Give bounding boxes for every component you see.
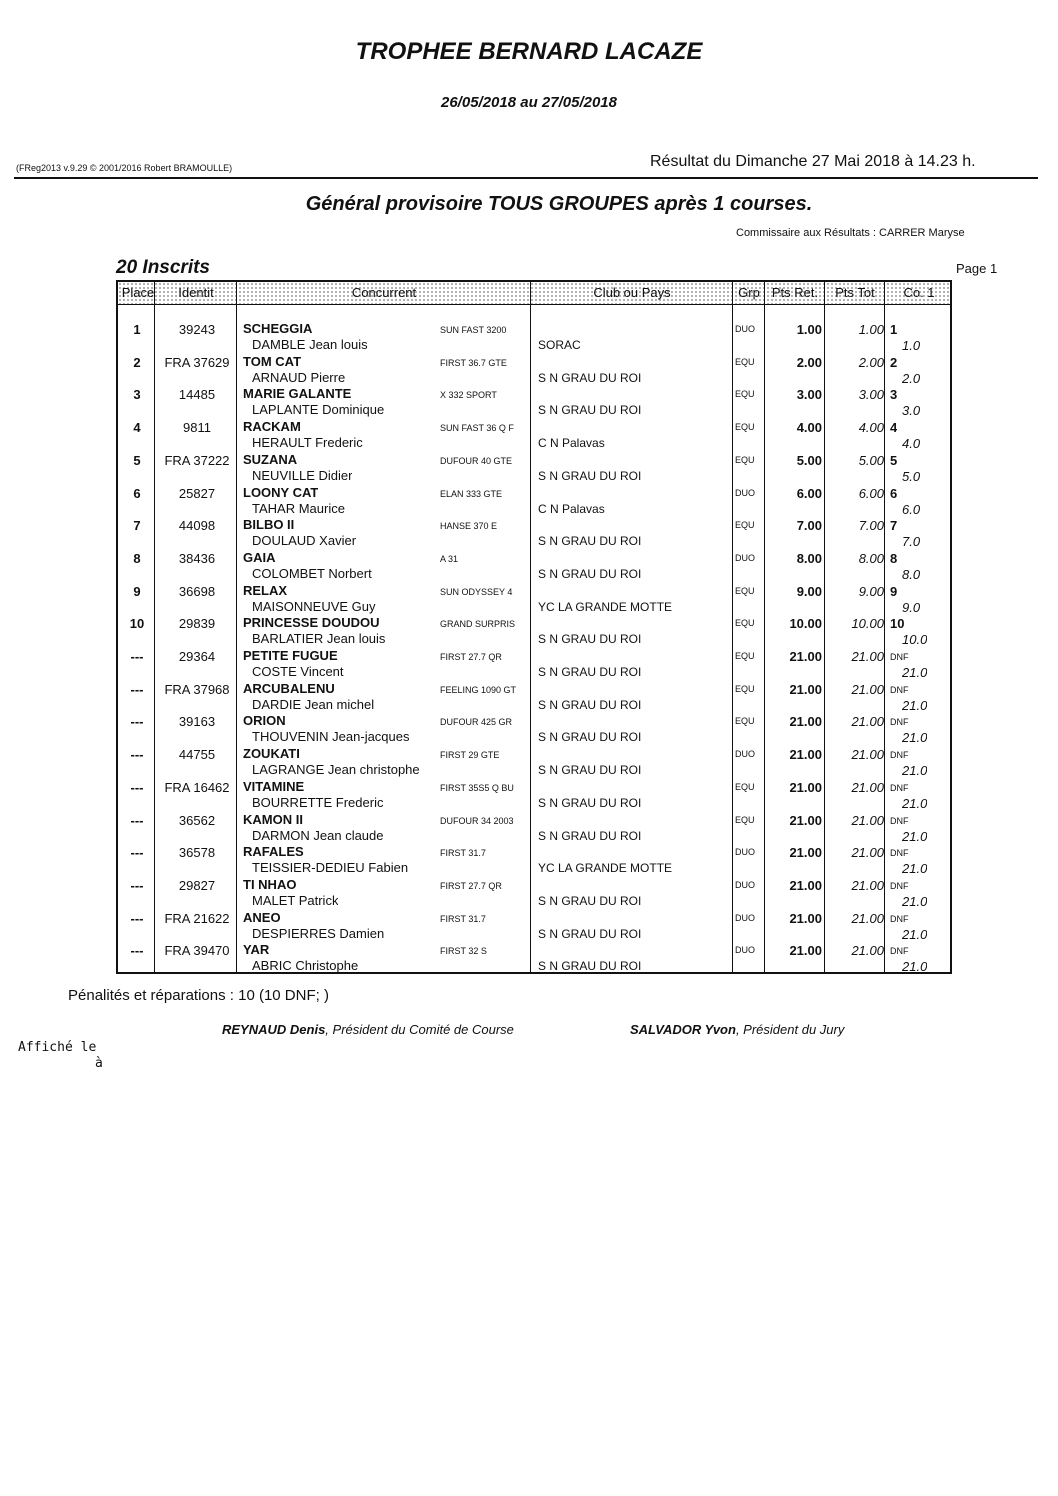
row-group: DUO	[735, 749, 755, 760]
row-skipper: TAHAR Maurice	[252, 500, 345, 516]
posted-time-label: à	[95, 1056, 103, 1071]
row-boat-name: RAFALES	[243, 844, 304, 860]
row-boat-name: TI NHAO	[243, 876, 297, 892]
row-race-points: 1.0	[902, 338, 921, 353]
row-club: S N GRAU DU ROI	[538, 697, 642, 712]
row-pts-ret: 9.00	[796, 583, 822, 599]
row-ident: 36578	[178, 845, 216, 861]
row-club: S N GRAU DU ROI	[538, 730, 642, 745]
jury-president-role: , Président du Jury	[735, 1022, 845, 1037]
row-group: EQU	[735, 651, 755, 661]
table-row	[118, 449, 954, 482]
table-row	[118, 874, 954, 907]
row-place: ---	[130, 714, 144, 730]
row-skipper: ARNAUD Pierre	[252, 369, 346, 385]
row-skipper: MAISONNEUVE Guy	[252, 598, 376, 614]
row-ident: FRA 37629	[164, 354, 230, 370]
row-place: 6	[133, 485, 141, 501]
row-boat-model: SUN FAST 36 Q F	[440, 423, 514, 434]
row-group: EQU	[735, 454, 755, 465]
row-club: YC LA GRANDE MOTTE	[538, 861, 673, 876]
row-place: 3	[133, 387, 141, 403]
row-race-rank: 7	[890, 518, 898, 534]
row-group: DUO	[735, 552, 755, 563]
row-place: 7	[133, 518, 141, 534]
row-group: DUO	[735, 945, 755, 956]
table-row	[118, 776, 954, 809]
row-race-points: 21.0	[902, 861, 928, 877]
row-ident: 29364	[178, 649, 216, 664]
row-race-rank: DNF	[890, 815, 909, 826]
row-pts-tot: 21.00	[851, 681, 884, 697]
row-group: DUO	[735, 487, 755, 498]
row-place: ---	[130, 845, 144, 861]
penalties-summary: Pénalités et réparations : 10 (10 DNF; )	[68, 987, 329, 1004]
table-row	[118, 939, 954, 975]
row-skipper: BOURRETTE Frederic	[252, 794, 384, 810]
col-pts-tot-header: Pts Tot	[835, 285, 875, 300]
row-club: S N GRAU DU ROI	[538, 370, 642, 385]
row-boat-model: FIRST 36.7 GTE	[440, 357, 507, 368]
row-skipper: COLOMBET Norbert	[252, 565, 372, 581]
row-skipper: BARLATIER Jean louis	[252, 631, 386, 647]
row-boat-name: GAIA	[243, 549, 276, 565]
row-pts-tot: 21.00	[851, 943, 884, 959]
row-pts-ret: 21.00	[789, 910, 822, 926]
table-row	[118, 645, 954, 678]
row-race-points: 9.0	[902, 599, 921, 615]
row-race-rank: DNF	[890, 717, 909, 728]
row-group: EQU	[735, 618, 755, 629]
posted-date-label: Affiché le	[18, 1040, 97, 1055]
row-race-points: 21.0	[902, 730, 928, 746]
row-boat-name: PETITE FUGUE	[243, 648, 338, 663]
header-divider	[14, 177, 1038, 179]
row-group: EQU	[735, 520, 755, 531]
row-pts-ret: 21.00	[789, 845, 822, 861]
row-place: 9	[133, 583, 141, 599]
row-race-points: 10.0	[902, 632, 928, 648]
row-race-points: 21.0	[902, 828, 928, 844]
row-group: EQU	[735, 585, 755, 596]
row-skipper: TEISSIER-DEDIEU Fabien	[252, 860, 409, 876]
row-boat-name: RACKAM	[243, 419, 301, 435]
row-ident: 39243	[178, 322, 216, 337]
jury-signature	[630, 1022, 844, 1037]
row-pts-ret: 21.00	[789, 943, 822, 959]
table-row	[118, 710, 954, 746]
row-boat-model: FIRST 31.7	[440, 848, 486, 859]
row-pts-ret: 2.00	[796, 354, 822, 370]
row-pts-ret: 21.00	[789, 812, 822, 828]
row-pts-tot: 21.00	[851, 812, 884, 828]
table-row	[118, 612, 954, 648]
row-race-rank: DNF	[890, 782, 909, 793]
row-race-points: 21.0	[902, 795, 928, 811]
row-boat-name: ANEO	[243, 909, 281, 925]
row-boat-model: FIRST 27.7 QR	[440, 880, 502, 891]
row-skipper: DAMBLE Jean louis	[252, 337, 368, 352]
row-place: ---	[130, 681, 144, 697]
row-group: EQU	[735, 716, 755, 727]
row-pts-ret: 21.00	[789, 779, 822, 795]
row-pts-tot: 8.00	[858, 550, 884, 566]
row-place: ---	[130, 649, 144, 664]
table-row	[118, 318, 954, 351]
row-race-rank: DNF	[890, 684, 909, 695]
row-race-points: 4.0	[902, 436, 921, 452]
row-pts-ret: 6.00	[796, 485, 822, 501]
row-club: S N GRAU DU ROI	[538, 403, 642, 418]
row-race-points: 21.0	[902, 959, 928, 975]
row-group: DUO	[735, 879, 755, 890]
row-race-rank: 3	[890, 387, 898, 403]
row-pts-tot: 21.00	[851, 649, 884, 664]
row-boat-name: SUZANA	[243, 451, 298, 467]
row-club: S N GRAU DU ROI	[538, 828, 642, 843]
row-club: S N GRAU DU ROI	[538, 959, 642, 974]
committee-president-name: REYNAUD Denis	[222, 1022, 326, 1037]
row-group: EQU	[735, 814, 755, 825]
row-race-rank: DNF	[890, 880, 909, 891]
row-pts-ret: 3.00	[796, 387, 822, 403]
row-race-rank: 10	[890, 616, 905, 632]
row-pts-ret: 5.00	[796, 452, 822, 468]
row-place: 8	[133, 550, 141, 566]
row-pts-ret: 21.00	[789, 747, 822, 763]
result-timestamp: Résultat du Dimanche 27 Mai 2018 à 14.23 h.	[650, 153, 976, 170]
row-race-points: 6.0	[902, 501, 921, 517]
jury-president-name: SALVADOR Yvon	[630, 1022, 736, 1037]
row-ident: FRA 37968	[164, 681, 230, 697]
table-row	[118, 416, 954, 452]
row-place: 1	[133, 322, 141, 337]
row-race-rank: 9	[890, 583, 898, 599]
row-club: YC LA GRANDE MOTTE	[538, 599, 673, 614]
row-place: ---	[130, 779, 144, 795]
row-race-rank: 2	[890, 354, 898, 370]
row-race-points: 3.0	[902, 403, 921, 419]
row-skipper: DARMON Jean claude	[252, 827, 384, 843]
row-pts-ret: 10.00	[789, 616, 822, 632]
row-boat-model: DUFOUR 40 GTE	[440, 455, 513, 466]
row-group: EQU	[735, 781, 755, 792]
row-place: ---	[130, 877, 144, 893]
row-pts-tot: 5.00	[858, 452, 884, 468]
row-boat-model: A 31	[440, 553, 459, 564]
row-boat-name: ORION	[243, 713, 286, 729]
row-club: S N GRAU DU ROI	[538, 632, 642, 647]
row-ident: 39163	[178, 714, 216, 730]
race-committee-signature	[222, 1022, 514, 1037]
row-boat-model: FIRST 29 GTE	[440, 750, 500, 761]
row-race-rank: 5	[890, 452, 898, 468]
row-skipper: DARDIE Jean michel	[252, 696, 375, 712]
row-skipper: COSTE Vincent	[252, 664, 344, 679]
row-group: EQU	[735, 356, 755, 367]
row-pts-tot: 3.00	[858, 387, 884, 403]
row-boat-model: GRAND SURPRIS	[440, 619, 516, 630]
row-boat-name: ARCUBALENU	[243, 680, 335, 696]
table-row	[118, 743, 954, 779]
row-race-points: 5.0	[902, 468, 921, 484]
row-place: ---	[130, 747, 144, 763]
row-boat-model: HANSE 370 E	[440, 521, 498, 532]
row-pts-tot: 21.00	[851, 910, 884, 926]
row-race-points: 21.0	[902, 763, 928, 779]
committee-president-role: , Président du Comité de Course	[325, 1022, 514, 1037]
row-skipper: HERAULT Frederic	[252, 435, 363, 451]
row-boat-model: FIRST 35S5 Q BU	[440, 782, 514, 793]
row-boat-name: LOONY CAT	[243, 484, 319, 500]
row-skipper: NEUVILLE Didier	[252, 467, 353, 483]
row-race-points: 21.0	[902, 665, 928, 680]
row-pts-tot: 6.00	[858, 485, 884, 501]
row-pts-tot: 2.00	[858, 354, 884, 370]
row-boat-model: FIRST 31.7	[440, 913, 486, 924]
row-boat-model: FIRST 32 S	[440, 946, 487, 957]
row-place: ---	[130, 910, 144, 926]
row-boat-name: VITAMINE	[243, 778, 305, 794]
event-dates: 26/05/2018 au 27/05/2018	[441, 94, 617, 111]
row-pts-tot: 10.00	[851, 616, 884, 632]
row-ident: 9811	[183, 420, 211, 436]
table-header	[118, 282, 950, 305]
row-race-points: 7.0	[902, 534, 921, 550]
row-pts-ret: 21.00	[789, 649, 822, 664]
row-ident: FRA 37222	[164, 452, 230, 468]
row-place: ---	[130, 943, 144, 959]
row-race-rank: DNF	[890, 946, 909, 957]
row-ident: 36698	[178, 583, 216, 599]
row-race-rank: 6	[890, 485, 898, 501]
ranking-subtitle: Général provisoire TOUS GROUPES après 1 courses.	[305, 193, 813, 215]
row-pts-ret: 8.00	[796, 550, 822, 566]
col-ident-header: Identit	[178, 285, 214, 300]
row-club: SORAC	[538, 338, 581, 352]
row-ident: FRA 39470	[164, 943, 230, 959]
row-pts-tot: 21.00	[851, 747, 884, 763]
row-boat-name: RELAX	[243, 582, 288, 598]
row-race-rank: 1	[890, 322, 898, 337]
row-pts-tot: 7.00	[858, 518, 884, 534]
row-ident: 14485	[178, 387, 216, 403]
row-club: C N Palavas	[538, 501, 605, 516]
row-ident: 36562	[178, 812, 216, 828]
col-grp-header: Grp	[738, 285, 760, 300]
row-skipper: LAGRANGE Jean christophe	[252, 762, 420, 778]
row-pts-tot: 21.00	[851, 877, 884, 893]
table-row	[118, 351, 954, 384]
row-pts-ret: 21.00	[789, 681, 822, 697]
row-boat-name: SCHEGGIA	[243, 321, 313, 336]
table-row	[118, 809, 954, 842]
row-pts-tot: 21.00	[851, 779, 884, 795]
row-boat-name: MARIE GALANTE	[243, 386, 352, 402]
row-ident: FRA 21622	[164, 910, 230, 926]
row-boat-model: FEELING 1090 GT	[440, 684, 517, 695]
row-ident: 29839	[178, 616, 216, 632]
row-skipper: LAPLANTE Dominique	[252, 402, 385, 418]
row-ident: 25827	[178, 485, 216, 501]
table-row	[118, 907, 954, 940]
row-ident: FRA 16462	[164, 779, 230, 795]
row-race-rank: 8	[890, 550, 898, 566]
row-group: EQU	[735, 389, 755, 400]
row-pts-ret: 21.00	[789, 877, 822, 893]
row-place: 2	[133, 354, 141, 370]
row-place: 10	[129, 616, 145, 632]
row-race-points: 2.0	[902, 370, 921, 386]
row-club: S N GRAU DU ROI	[538, 926, 642, 941]
col-co1-header: Co. 1	[903, 285, 935, 300]
row-boat-model: ELAN 333 GTE	[440, 488, 503, 499]
row-boat-model: SUN ODYSSEY 4	[440, 586, 513, 597]
row-place: 5	[133, 452, 141, 468]
row-boat-name: YAR	[243, 942, 270, 958]
row-club: C N Palavas	[538, 436, 605, 451]
row-boat-name: TOM CAT	[243, 353, 302, 369]
row-boat-name: PRINCESSE DOUDOU	[243, 615, 380, 631]
row-race-rank: DNF	[890, 913, 909, 924]
row-skipper: DOULAUD Xavier	[252, 533, 357, 549]
col-place-header: Place	[121, 285, 155, 300]
page-number: Page 1	[956, 261, 998, 276]
software-credit: (FReg2013 v.9.29 © 2001/2016 Robert BRAMOULLE)	[16, 163, 233, 173]
row-pts-tot: 21.00	[851, 714, 884, 730]
row-race-rank: 4	[890, 420, 898, 436]
row-race-points: 21.0	[902, 926, 928, 942]
row-group: EQU	[735, 683, 755, 694]
col-pts-ret-header: Pts Ret.	[771, 285, 819, 300]
table-row	[118, 580, 954, 613]
col-club-header: Club ou Pays	[593, 285, 671, 300]
row-pts-tot: 9.00	[858, 583, 884, 599]
row-boat-model: X 332 SPORT	[440, 390, 497, 401]
row-boat-name: BILBO II	[243, 517, 295, 533]
commissaire-line: Commissaire aux Résultats : CARRER Maryse	[736, 227, 965, 239]
row-boat-name: KAMON II	[243, 811, 303, 827]
row-club: S N GRAU DU ROI	[538, 665, 642, 679]
row-race-points: 8.0	[902, 566, 921, 582]
table-row	[118, 678, 954, 711]
row-skipper: ABRIC Christophe	[252, 958, 359, 974]
row-pts-ret: 7.00	[796, 518, 822, 534]
row-group: EQU	[735, 422, 755, 433]
row-ident: 44098	[178, 518, 216, 534]
row-race-rank: DNF	[890, 848, 909, 859]
row-ident: 38436	[178, 550, 216, 566]
row-place: 4	[133, 420, 141, 436]
row-skipper: DESPIERRES Damien	[252, 925, 385, 941]
row-boat-model: SUN FAST 3200	[440, 325, 507, 335]
row-skipper: THOUVENIN Jean-jacques	[252, 729, 410, 745]
row-ident: 44755	[178, 747, 216, 763]
row-club: S N GRAU DU ROI	[538, 763, 642, 778]
row-group: DUO	[735, 847, 755, 858]
table-row	[118, 547, 954, 580]
row-race-rank: DNF	[890, 652, 909, 662]
table-row	[118, 514, 954, 550]
row-club: S N GRAU DU ROI	[538, 534, 642, 549]
row-boat-name: ZOUKATI	[243, 746, 300, 762]
row-group: DUO	[735, 324, 755, 334]
row-ident: 29827	[178, 877, 216, 893]
row-race-points: 21.0	[902, 697, 928, 713]
row-boat-model: FIRST 27.7 QR	[440, 652, 502, 662]
row-pts-tot: 4.00	[858, 420, 884, 436]
row-race-rank: DNF	[890, 750, 909, 761]
results-table	[116, 280, 952, 974]
row-race-points: 21.0	[902, 893, 928, 909]
document-title: TROPHEE BERNARD LACAZE	[355, 38, 703, 65]
row-pts-tot: 21.00	[851, 845, 884, 861]
table-row	[118, 383, 954, 419]
row-place: ---	[130, 812, 144, 828]
row-club: S N GRAU DU ROI	[538, 566, 642, 581]
entrants-count: 20 Inscrits	[116, 257, 210, 278]
row-boat-model: DUFOUR 34 2003	[440, 815, 514, 826]
table-row	[118, 841, 954, 877]
row-club: S N GRAU DU ROI	[538, 893, 642, 908]
row-skipper: MALET Patrick	[252, 892, 339, 908]
row-club: S N GRAU DU ROI	[538, 795, 642, 810]
row-pts-ret: 1.00	[796, 322, 822, 337]
row-boat-model: DUFOUR 425 GR	[440, 717, 513, 728]
row-group: DUO	[735, 912, 755, 923]
row-club: S N GRAU DU ROI	[538, 468, 642, 483]
table-row	[118, 482, 954, 515]
row-pts-tot: 1.00	[858, 322, 884, 337]
col-concurrent-header: Concurrent	[351, 285, 417, 300]
row-pts-ret: 4.00	[796, 420, 822, 436]
row-pts-ret: 21.00	[789, 714, 822, 730]
